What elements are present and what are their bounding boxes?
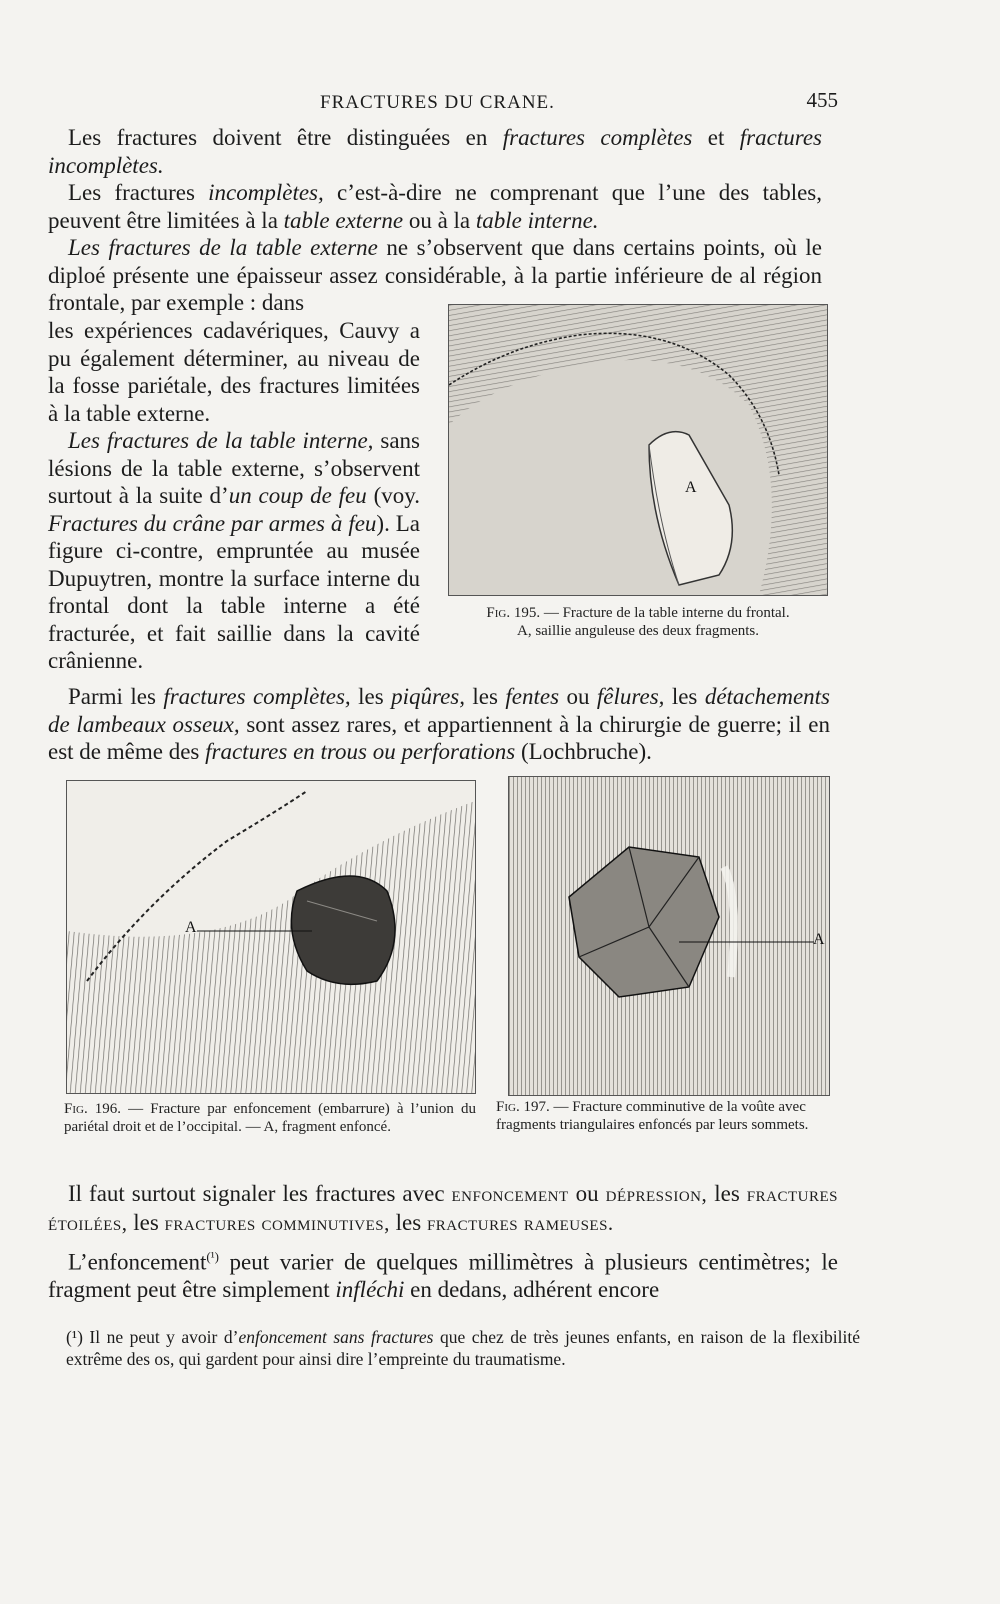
- left-column-text: [48, 317, 420, 675]
- paragraph-4: Les fractures de la table interne, sans lésions de la table externe, s’observent surtout à la suite d’un coup de feu (voy. Fractures du crâne par armes à feu). La figure ci-contre, empruntée au musée Dupuytren, montre la surface interne du frontal dont la table interne a été fracturée, et fait saillie dans la cavité crânienne.: [48, 428, 421, 673]
- intro-text: [48, 124, 822, 317]
- footnote-reference[interactable]: (¹): [206, 1249, 219, 1264]
- figure-195-number: Fig. 195.: [486, 605, 541, 621]
- paragraph-2: Les fractures incomplètes, c’est-à-dire ne comprenant que l’une des tables, peuvent être limitées à la table externe ou à la table interne.: [48, 180, 823, 233]
- paragraph-6: Il faut surtout signaler les fractures avec enfoncement ou dépression, les fractures étoilées, les fractures comminutives, les fractures rameuses.: [48, 1181, 838, 1235]
- figure-195-caption-line2: A, saillie anguleuse des deux fragments.: [516, 623, 759, 639]
- figure-197-caption: Fig. 197. — Fracture comminutive de la voûte avec fragments triangulaires enfoncés par leurs sommets.: [496, 1099, 809, 1133]
- page-number: 455: [806, 88, 838, 112]
- figure-196-label-a: A: [185, 919, 197, 936]
- footnote: (¹) Il ne peut y avoir d’enfoncement sans fractures que chez de très jeunes enfants, en raison de la flexibilité extrême des os, qui gardent pour ainsi dire l’empreinte du traumatisme.: [66, 1327, 861, 1369]
- lower-text: [48, 1180, 838, 1304]
- footnote-marker: (¹): [66, 1327, 83, 1347]
- figure-197-engraving: [508, 776, 830, 1096]
- paragraph-3: Les fractures de la table externe ne s’observent que dans certains points, où le diploé présente une épaisseur assez considérable, à la partie inférieure de al région frontale, par exemple : dans: [48, 235, 822, 315]
- figure-197-label-a: A: [813, 931, 825, 948]
- paragraph-1: Les fractures doivent être distinguées en fractures complètes et fractures incomplètes.: [48, 125, 822, 178]
- page-header: [0, 88, 1000, 118]
- parietal-occipital-illustration: [67, 781, 475, 1093]
- figure-196-number: Fig. 196.: [64, 1101, 122, 1117]
- figure-196-engraving: [66, 780, 476, 1094]
- paragraph-7: L’enfoncement$^{(^1)}$ peut varier de quelques millimètres à plusieurs centimètres; le fragment peut être simplement infléchi en dedans, adhérent encore: [48, 1249, 838, 1303]
- figure-195-caption: Fig. 195. — Fracture de la table interne du frontal. A, saillie anguleuse des deux fragments.: [486, 605, 790, 639]
- figure-195-label-a: A: [685, 479, 697, 496]
- figure-195-engraving: [448, 304, 828, 596]
- comminutive-fracture-illustration: [509, 777, 829, 1095]
- figure-196-caption: Fig. 196. — Fracture par enfoncement (embarrure) à l’union du pariétal droit et de l’occipital. — A, fragment enfoncé.: [64, 1101, 476, 1135]
- running-title: FRACTURES DU CRANE.: [320, 92, 555, 113]
- paragraph-3-continued: les expériences cadavériques, Cauvy a pu également déterminer, au niveau de la fosse pariétale, des fractures limitées à la table externe.: [48, 318, 420, 426]
- figure-197-number: Fig. 197.: [496, 1099, 550, 1115]
- complete-fractures-text: [48, 683, 830, 766]
- paragraph-5: Parmi les fractures complètes, les piqûres, les fentes ou fêlures, les détachements de lambeaux osseux, sont assez rares, et appartiennent à la chirurgie de guerre; il en est de même des fractures en trous ou perforations (Lochbruche).: [48, 684, 830, 764]
- frontal-bone-illustration: [449, 305, 827, 595]
